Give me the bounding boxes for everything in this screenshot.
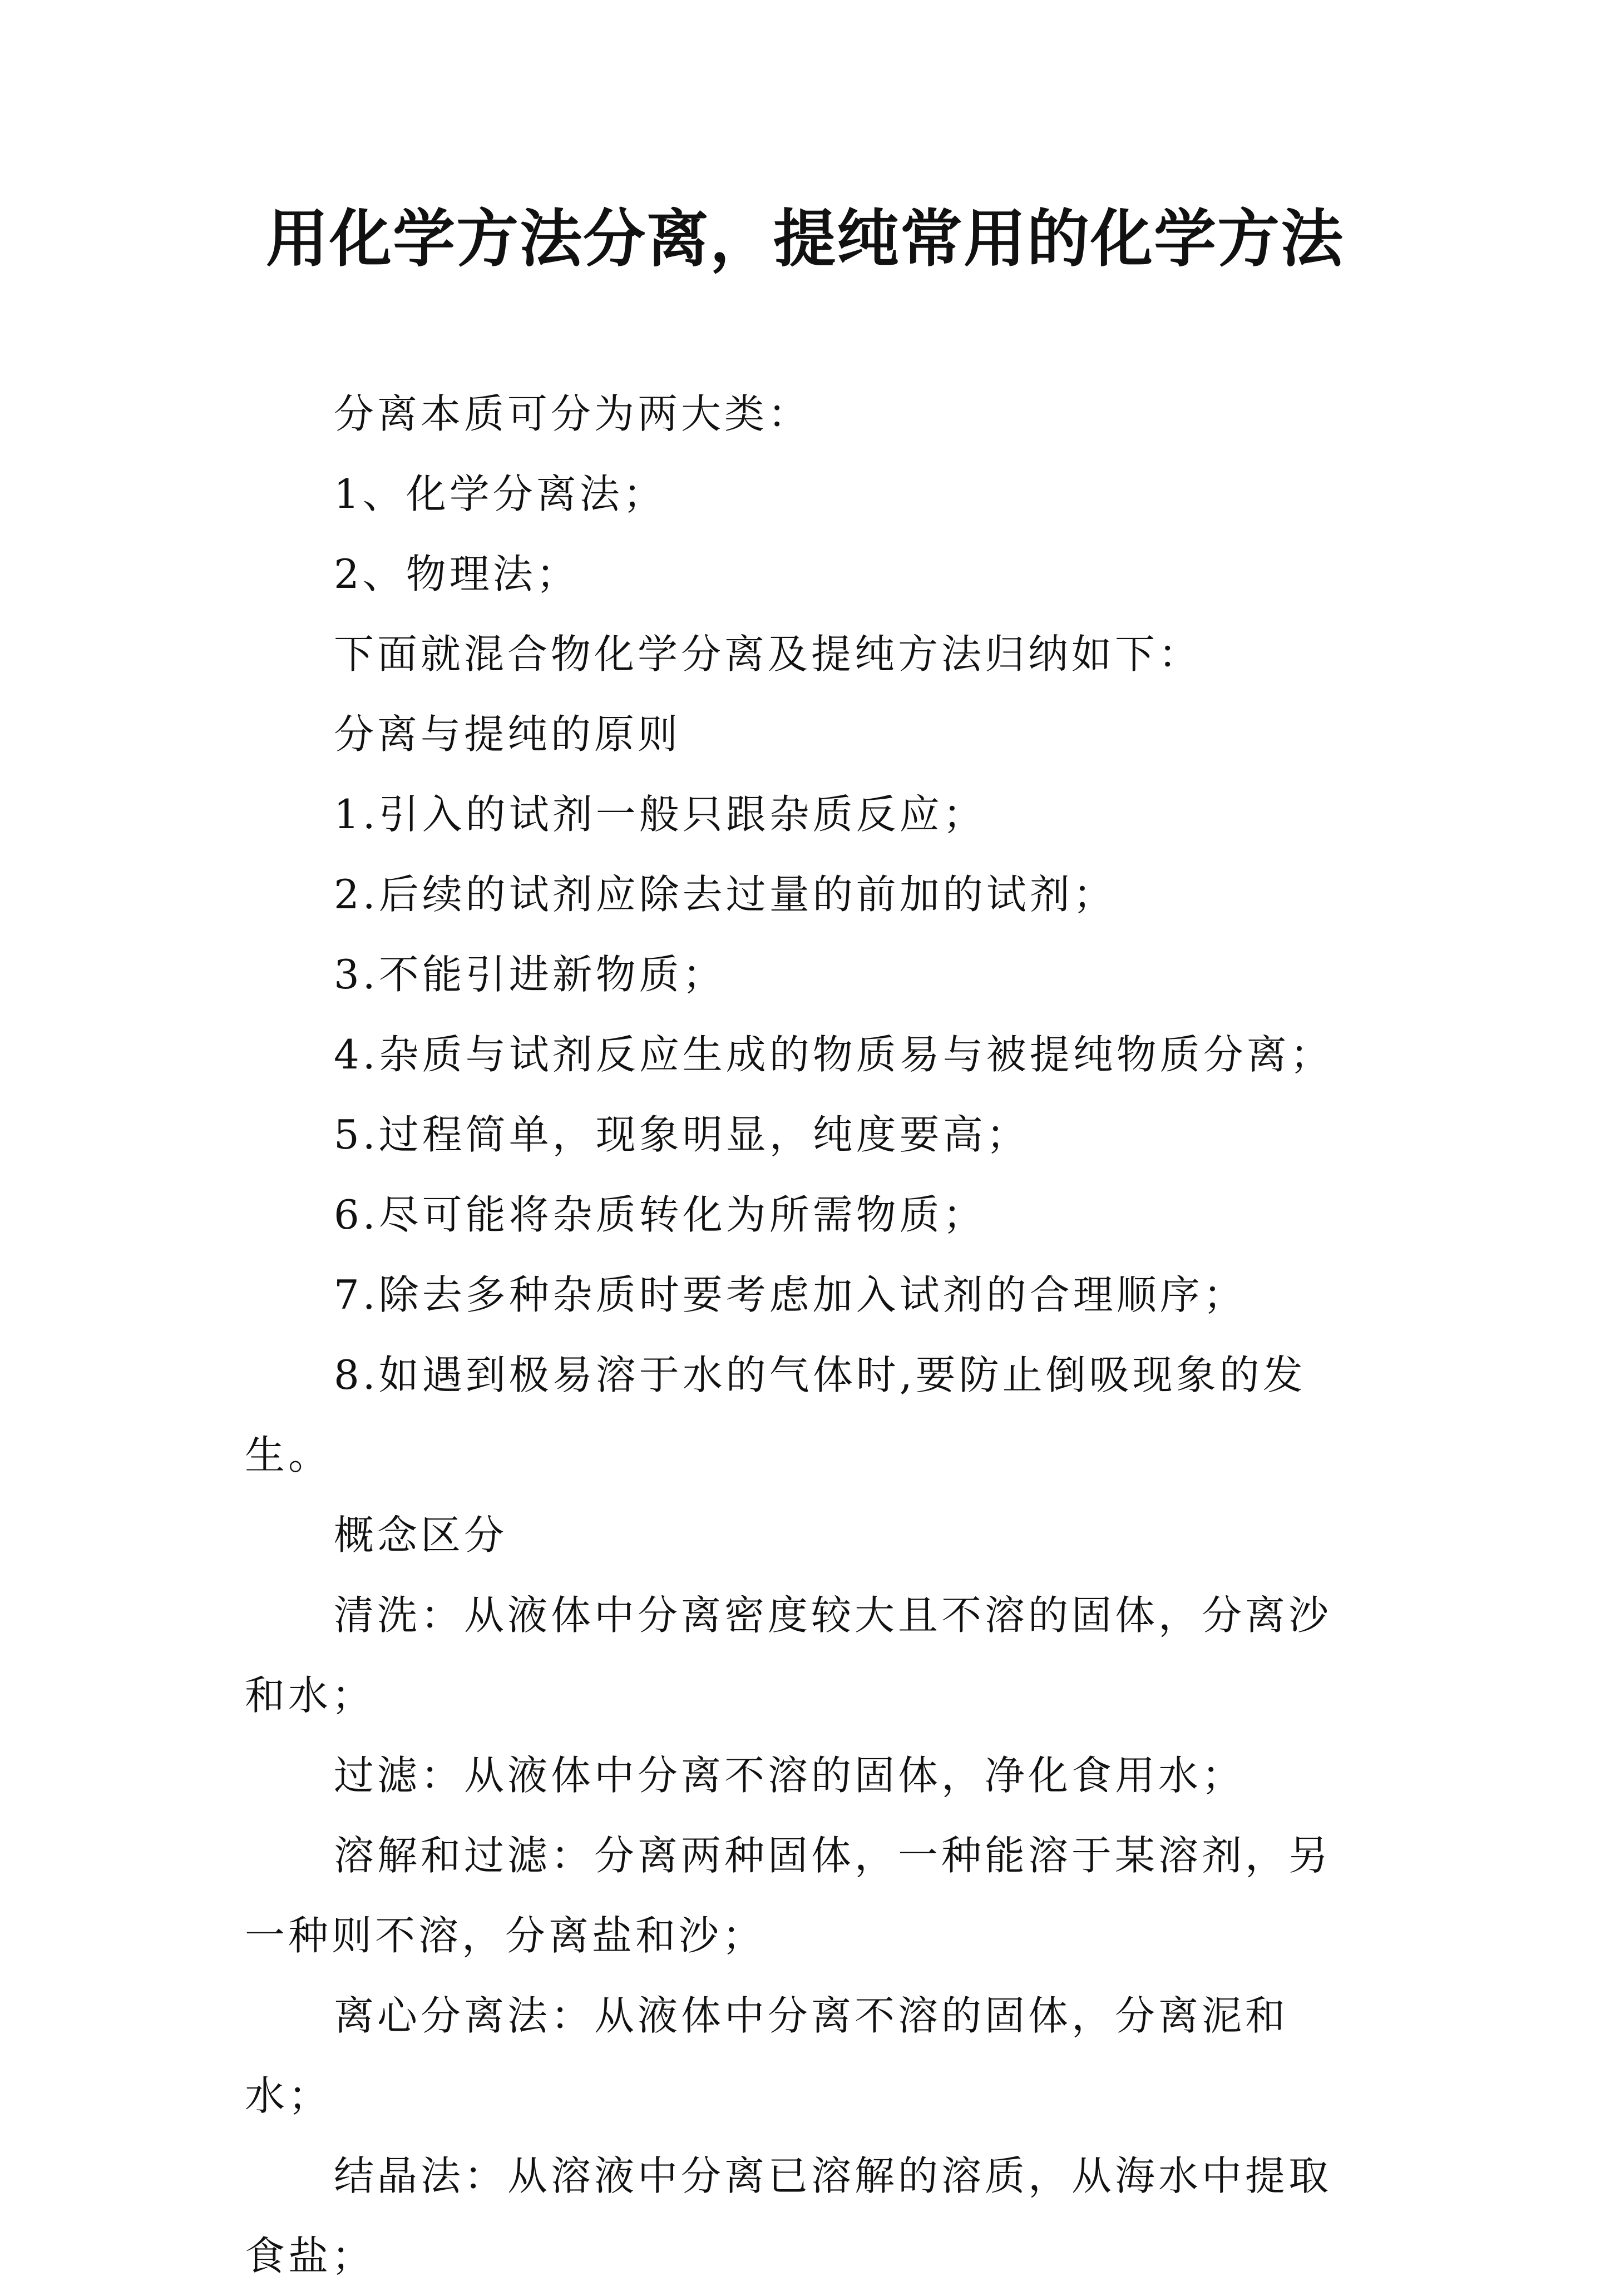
paragraph: 2、物理法；: [334, 551, 580, 597]
document-title: 用化学方法分离，提纯常用的化学方法: [266, 203, 1344, 275]
paragraph: 8.如遇到极易溶于水的气体时,要防止倒吸现象的发生。: [245, 1352, 1306, 1478]
document-body: [245, 374, 1374, 2296]
paragraph: 1、化学分离法；: [334, 471, 666, 517]
paragraph: 过滤：从液体中分离不溶的固体，净化食用水；: [334, 1752, 1246, 1799]
paragraph: 溶解和过滤：分离两种固体，一种能溶于某溶剂，另一种则不溶，分离盐和沙；: [245, 1832, 1332, 1959]
paragraph: 离心分离法：从液体中分离不溶的固体，分离泥和水；: [245, 1992, 1289, 2119]
paragraph: 4.杂质与试剂反应生成的物质易与被提纯物质分离；: [334, 1031, 1334, 1078]
paragraph: 3.不能引进新物质；: [334, 951, 726, 998]
paragraph: 5.过程简单，现象明显，纯度要高；: [334, 1111, 1030, 1158]
paragraph: 结晶法：从溶液中分离已溶解的溶质，从海水中提取食盐；: [245, 2152, 1332, 2279]
paragraph: 6.尽可能将杂质转化为所需物质；: [334, 1191, 986, 1238]
paragraph: 1.引入的试剂一般只跟杂质反应；: [334, 791, 986, 838]
paragraph: 分离与提纯的原则: [334, 711, 681, 758]
paragraph: 下面就混合物化学分离及提纯方法归纳如下：: [334, 631, 1202, 677]
paragraph: 2.后续的试剂应除去过量的前加的试剂；: [334, 871, 1117, 918]
paragraph: 分离本质可分为两大类：: [334, 390, 812, 437]
paragraph: 7.除去多种杂质时要考虑加入试剂的合理顺序；: [334, 1271, 1247, 1318]
paragraph: 概念区分: [334, 1512, 508, 1558]
paragraph: 清洗：从液体中分离密度较大且不溶的固体，分离沙和水；: [245, 1592, 1332, 1719]
